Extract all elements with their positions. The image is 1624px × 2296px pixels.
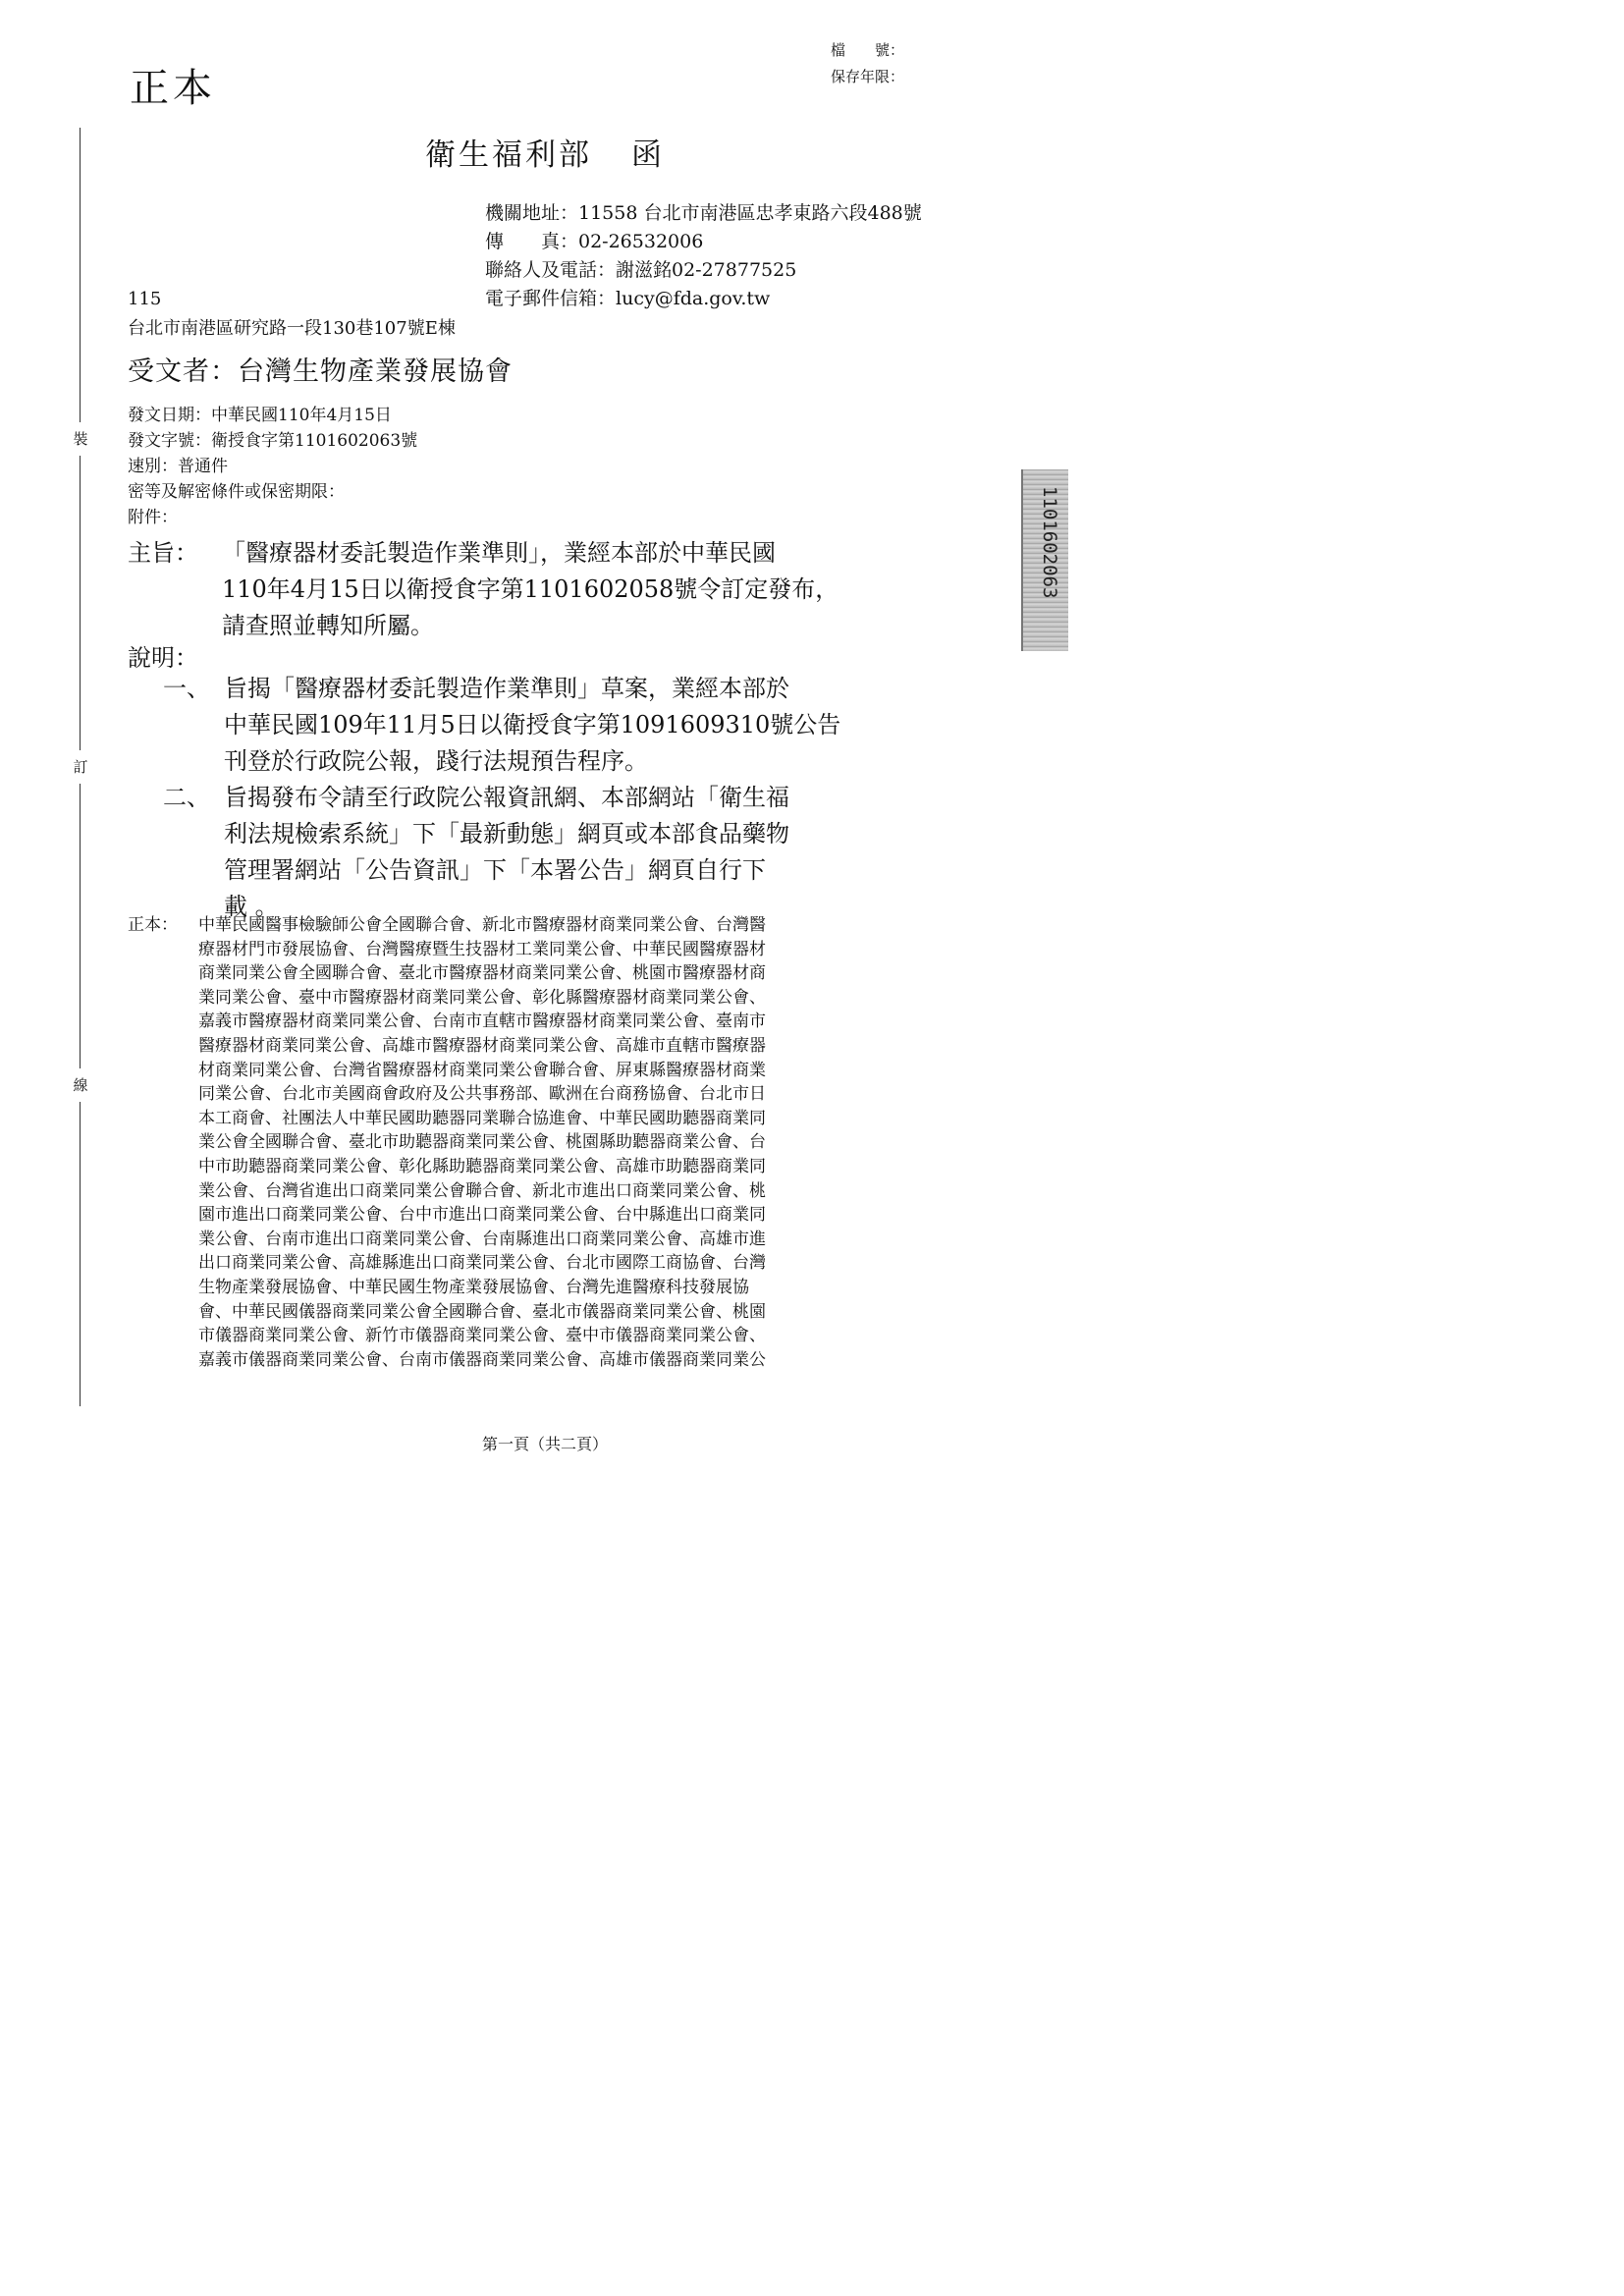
item-number: 二、: [163, 784, 210, 811]
sender-contact: 聯絡人及電話：謝滋銘02-27877525: [485, 259, 797, 281]
item-line: 旨揭「醫療器材委託製造作業準則」草案，業經本部於: [224, 675, 789, 702]
cc-line: 業公會全國聯合會、臺北市助聽器商業同業公會、桃園縣助聽器商業公會、台: [198, 1132, 766, 1153]
subject-label: 主旨：: [128, 539, 198, 567]
item-number: 一、: [163, 675, 210, 702]
binding-char: 裝: [73, 430, 88, 448]
issue-date: 發文日期：中華民國110年4月15日: [128, 406, 392, 425]
cc-line: 療器材門市發展協會、台灣醫療暨生技器材工業同業公會、中華民國醫療器材: [198, 939, 766, 959]
item-line: 刊登於行政院公報，踐行法規預告程序。: [224, 747, 648, 775]
cc-line: 同業公會、台北市美國商會政府及公共事務部、歐洲在台商務協會、台北市日: [198, 1084, 766, 1105]
cc-line: 會、中華民國儀器商業同業公會全國聯合會、臺北市儀器商業同業公會、桃園: [198, 1301, 766, 1322]
binding-line-segment: [80, 128, 81, 422]
cc-line: 業同業公會、臺中市醫療器材商業同業公會、彰化縣醫療器材商業同業公會、: [198, 987, 766, 1008]
item-line: 管理署網站「公告資訊」下「本署公告」網頁自行下: [224, 856, 766, 884]
item-line: 中華民國109年11月5日以衛授食字第1091609310號公告: [224, 711, 841, 738]
sender-info: [485, 199, 922, 313]
explanation-items: [163, 671, 840, 925]
binding-char: 線: [73, 1076, 88, 1094]
cc-line: 業公會、台灣省進出口商業同業公會聯合會、新北市進出口商業同業公會、桃: [198, 1180, 766, 1201]
file-number-label: 檔 號：: [831, 41, 905, 59]
recipient-address: 台北市南港區研究路一段130巷107號E棟: [128, 318, 456, 339]
cc-label: 正本：: [128, 915, 178, 935]
sender-fax: 傳 真：02-26532006: [485, 231, 704, 252]
cc-line: 業公會、台南市進出口商業同業公會、台南縣進出口商業同業公會、高雄市進: [198, 1229, 766, 1249]
cc-line: 醫療器材商業同業公會、高雄市醫療器材商業同業公會、高雄市直轄市醫療器: [198, 1035, 766, 1056]
cc-line: 生物產業發展協會、中華民國生物產業發展協會、台灣先進醫療科技發展協: [198, 1277, 749, 1297]
sender-address: 機關地址：11558 台北市南港區忠孝東路六段488號: [485, 202, 922, 224]
document-meta: [128, 403, 417, 530]
cc-line: 商業同業公會全國聯合會、臺北市醫療器材商業同業公會、桃園市醫療器材商: [198, 963, 766, 984]
attachment: 附件：: [128, 508, 178, 527]
agency-name: 衛生福利部: [425, 137, 592, 173]
document-type: 函: [631, 137, 665, 173]
explanation-item: [163, 780, 840, 925]
page-number: 第一頁（共二頁）: [481, 1435, 608, 1453]
item-line: 利法規檢索系統」下「最新動態」網頁或本部食品藥物: [224, 820, 789, 847]
sender-email: 電子郵件信箱：lucy@fda.gov.tw: [485, 288, 771, 309]
binding-char: 訂: [73, 758, 88, 776]
document-title: [0, 130, 1090, 174]
explanation-item: [163, 671, 840, 780]
receipt-stamp-number: 1101602063: [1039, 486, 1060, 599]
item-line: 旨揭發布令請至行政院公報資訊網、本部網站「衛生福: [224, 784, 789, 811]
original-copy-mark: 正本: [130, 66, 216, 111]
binding-line-segment: [80, 1102, 81, 1406]
cc-line: 市儀器商業同業公會、新竹市儀器商業同業公會、臺中市儀器商業同業公會、: [198, 1326, 766, 1346]
cc-line: 園市進出口商業同業公會、台中市進出口商業同業公會、台中縣進出口商業同: [198, 1205, 766, 1226]
delivery-speed: 速別：普通件: [128, 457, 228, 476]
cc-line: 材商業同業公會、台灣省醫療器材商業同業公會聯合會、屏東縣醫療器材商業: [198, 1060, 766, 1080]
recipient-postcode: 115: [128, 289, 162, 309]
subject-line: 「醫療器材委託製造作業準則」，業經本部於中華民國: [222, 539, 776, 567]
cc-line: 嘉義市醫療器材商業同業公會、台南市直轄市醫療器材商業同業公會、臺南市: [198, 1011, 766, 1032]
explanation-label: 說明：: [128, 644, 198, 672]
cc-line: 本工商會、社團法人中華民國助聽器同業聯合協進會、中華民國助聽器商業同: [198, 1108, 766, 1128]
cc-line: 中市助聽器商業同業公會、彰化縣助聽器商業同業公會、高雄市助聽器商業同: [198, 1156, 766, 1176]
subject-line: 請查照並轉知所屬。: [222, 612, 434, 639]
file-meta: [831, 37, 904, 90]
item-line: 載 。: [224, 893, 279, 920]
subject-line: 110年4月15日以衛授食字第1101602058號令訂定發布，: [222, 575, 839, 603]
binding-line-segment: [80, 784, 81, 1068]
subject-section: [128, 535, 839, 644]
cc-recipients: [128, 913, 766, 1372]
cc-line: 出口商業同業公會、高雄縣進出口商業同業公會、台北市國際工商協會、台灣: [198, 1253, 766, 1274]
secrecy-level: 密等及解密條件或保密期限：: [128, 482, 345, 502]
binding-line: [71, 128, 90, 1689]
cc-line: 嘉義市儀器商業同業公會、台南市儀器商業同業公會、高雄市儀器商業同業公: [198, 1349, 766, 1370]
recipient-name: 受文者：台灣生物產業發展協會: [128, 356, 513, 387]
issue-number: 發文字號：衛授食字第1101602063號: [128, 431, 418, 451]
retention-period-label: 保存年限：: [831, 68, 905, 85]
cc-line: 中華民國醫事檢驗師公會全國聯合會、新北市醫療器材商業同業公會、台灣醫: [198, 915, 766, 935]
binding-line-segment: [80, 456, 81, 750]
